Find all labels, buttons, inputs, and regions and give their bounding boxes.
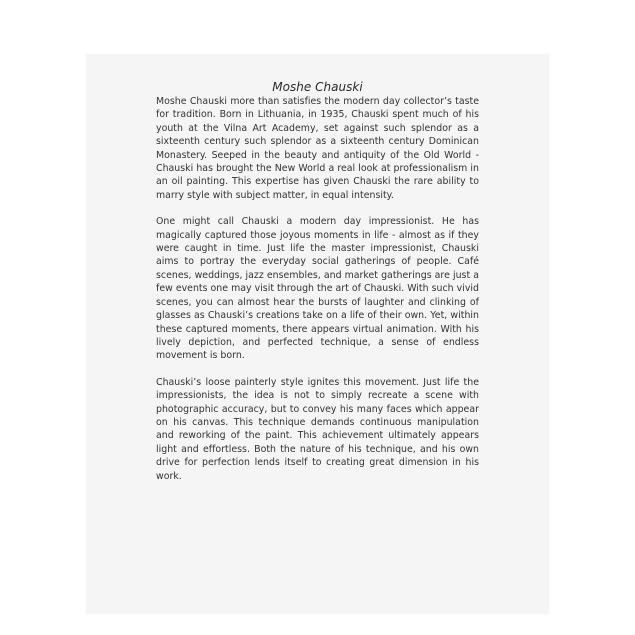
- paragraph-style: Chauski’s loose painterly style ignites this movement. Just life the impressionists, the idea is not to simply recreate a scene with photographic accuracy, but to convey his many faces which appear on his canvas. This technique demands continuous manipulation and reworking of the paint. This achievement ultimately appears light and effortless. Both the nature of his technique, and his own drive for perfection lends itself to creating great dimension in his work.: [156, 376, 479, 482]
- paragraph-impressionist: One might call Chauski a modern day impressionist. He has magically captured those joyous moments in life - almost as if they were caught in time. Just life the master impressionist, Chauski aims to portray the everyday social gatherings of people. Café scenes, weddings, jazz ensembles, and market gatherings are just a few events one may visit through the art of Chauski. With such vivid scenes, you can almost hear the bursts of laughter and clinking of glasses as Chauski’s creations take on a life of their own. Yet, within these captured moments, there appears virtual animation. With his lively depiction, and perfected technique, a sense of endless movement is born.: [156, 216, 479, 362]
- document-page: [86, 54, 549, 614]
- document-title: Moshe Chauski: [272, 80, 363, 94]
- document-body: [156, 80, 479, 496]
- paragraph-biography: Moshe Chauski more than satisfies the modern day collector’s taste for tradition. Born in Lithuania, in 1935, Chauski spent much of his youth at the Vilna Art Academy, set against such splendor as a sixteenth century such splendor as a sixteenth century Dominican Monastery. Seeped in the beauty and antiquity of the Old World - Chauski has brought the New World a real look at professionalism in an oil painting. This expertise has given Chauski the rare ability to marry style with subject matter, in equal intensity.: [156, 96, 479, 201]
